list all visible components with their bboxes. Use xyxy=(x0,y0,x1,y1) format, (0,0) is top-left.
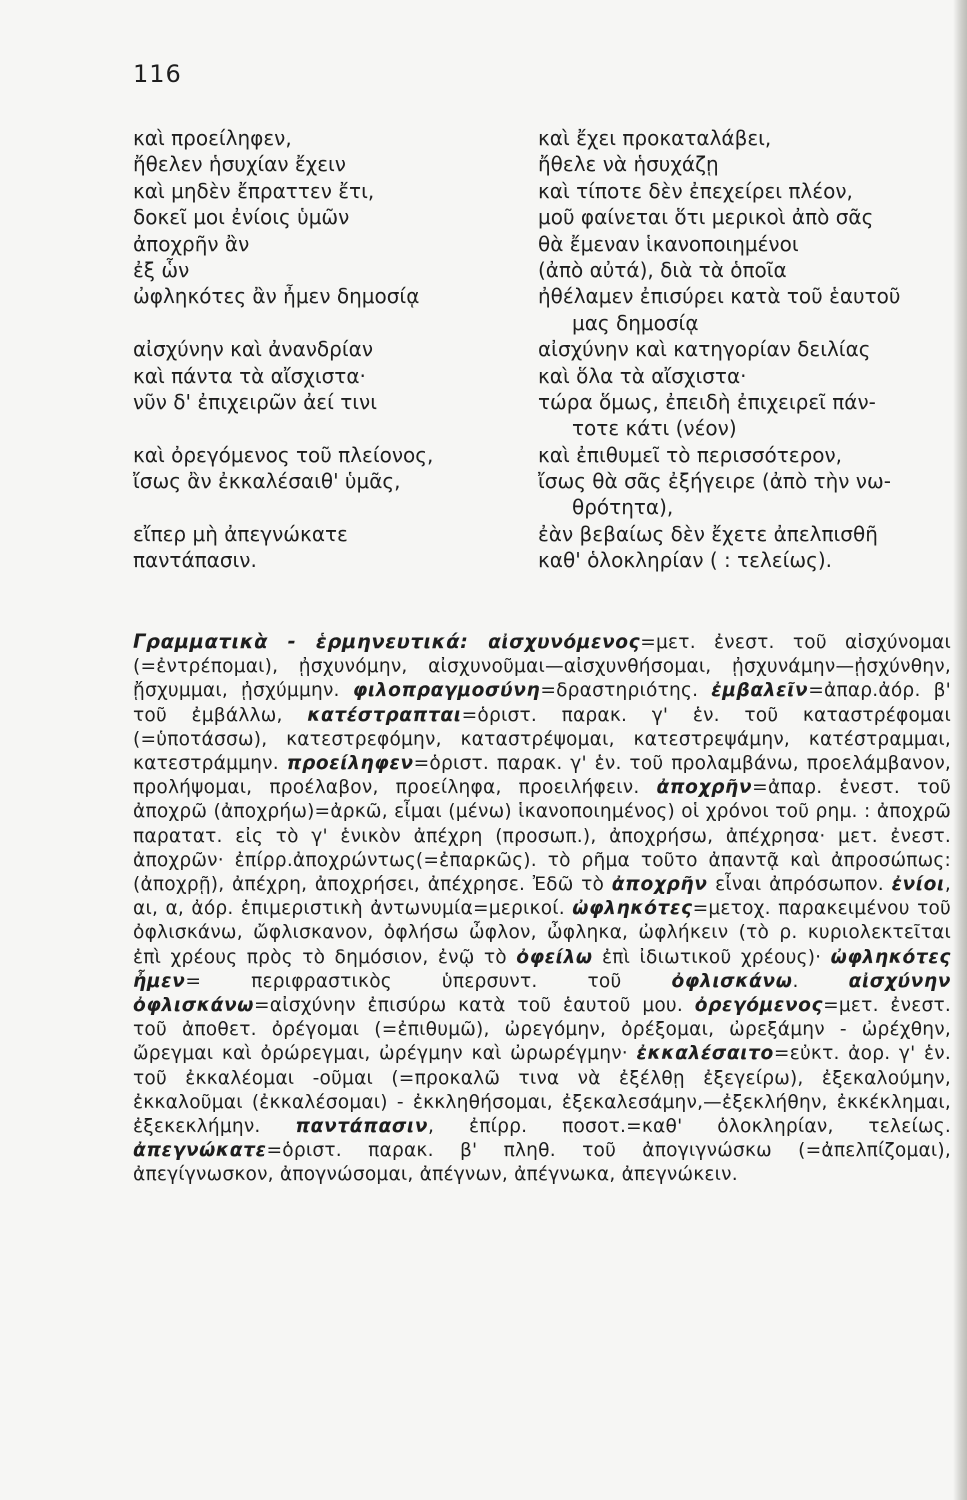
translation-line: αἰσχύνην καὶ κατηγορίαν δειλίας xyxy=(538,337,871,362)
ancient-text-line: δοκεῖ μοι ἐνίοις ὑμῶν xyxy=(133,205,350,230)
ancient-text-line: καὶ πάντα τὰ αἴσχιστα· xyxy=(133,363,366,388)
commentary-text: =ὁριστ. παρακ. γ' ἑν. τοῦ προλαμβάνω, προελάμβανον, προλήψομαι, προέλαβον, προείληφα, προειλήφειν. xyxy=(133,753,952,799)
ancient-text-column xyxy=(133,125,513,574)
commentary-text: =ἀπαρ.ἀόρ. β' τοῦ ἐμβάλλω, xyxy=(133,680,951,726)
translation-line: ἠθέλαμεν ἐπισύρει κατὰ τοῦ ἑαυτοῦ xyxy=(538,284,901,309)
translation-line: καθ' ὁλοκληρίαν ( : τελείως). xyxy=(538,548,833,573)
grammatical-commentary xyxy=(133,630,951,1188)
translation-column xyxy=(538,125,950,574)
translation-line: θρότητα), xyxy=(572,495,674,520)
translation-line: καὶ ὅλα τὰ αἴσχιστα· xyxy=(538,363,747,388)
commentary-text: =ἀπαρ. ἐνεστ. τοῦ ἀποχρῶ (ἀποχρήω)=ἀρκῶ, εἶμαι (μένω) ἱκανοποιημένος) οἱ χρόνοι τοῦ ρημ. : ἀποχρῶ παρατατ. εἰς τὸ γ' ἑνικὸν ἀπέχρη (προσωπ.), ἀποχρήσω, ἀπέχρησα· μετ. ἐνεστ. ἀποχρῶν· ἐπίρρ.ἀποχρώντως(=ἐπαρκῶς). τὸ ρῆμα τοῦτο ἀπαντᾷ καὶ ἀπροσώπως: (ἀποχρῇ), ἀπέχρη, ἀποχρήσει, ἀπέχρησε. Ἐδῶ τὸ xyxy=(133,777,951,896)
commentary-text: =ὁριστ. παρακ. β' πληθ. τοῦ ἀπογιγνώσκω (=ἀπελπίζομαι), ἀπεγίγνωσκον, ἀπογνώσομαι, ἀπέγνων, ἀπέγνωκα, ἀπεγνώκειν. xyxy=(133,1140,951,1186)
commentary-term: ὠφληκότες xyxy=(572,898,693,920)
commentary-term: ἐμβαλεῖν xyxy=(711,680,809,702)
ancient-text-line: ἴσως ἂν ἐκκαλέσαιθ' ὑμᾶς, xyxy=(133,469,401,494)
commentary-text: =μετ. ἐνεστ. τοῦ αἰσχύνομαι (=ἐντρέπομαι), ᾐσχυνόμην, αἰσχυνοῦμαι—αἰσχυνθήσομαι, ᾐσχυνάμην—ᾐσχύνθην, ᾔσχυμμαι, ᾐσχύμμην. xyxy=(133,632,952,702)
commentary-term: αἰσχύνην ὀφλισκάνω xyxy=(133,970,951,1017)
ancient-text-line: παντάπασιν. xyxy=(133,548,257,573)
translation-line: καὶ ἔχει προκαταλάβει, xyxy=(538,126,772,150)
ancient-text-line xyxy=(133,494,513,520)
ancient-text-line: καὶ ὀρεγόμενος τοῦ πλείονος, xyxy=(133,442,434,467)
commentary-term: παντάπασιν xyxy=(295,1116,429,1138)
commentary-text: =εὐκτ. ἀορ. γ' ἑν. τοῦ ἐκκαλέομαι -οῦμαι (=προκαλῶ τινα νὰ ἐξέλθῃ ἐξεγείρω), ἐξεκαλούμην, ἐκκαλοῦμαι (ἐκκαλέσομαι) - ἐκκληθήσομαι, ἐξεκαλεσάμην,—ἐξεκλήθην, ἐκκέκλημαι, ἐξεκεκλήμην. xyxy=(133,1043,952,1138)
translation-line: μας δημοσίᾳ xyxy=(572,310,699,335)
ancient-text-line: ὠφληκότες ἂν ἦμεν δημοσίᾳ xyxy=(133,284,420,309)
commentary-term: ἀπεγνώκατε xyxy=(133,1140,267,1162)
commentary-term: προείληφεν xyxy=(286,753,414,775)
ancient-text-line: ἐξ ὧν xyxy=(133,257,190,282)
commentary-text: , ἐπίρρ. ποσοτ.=καθ' ὁλοκληρίαν, τελείως. xyxy=(428,1116,951,1138)
commentary-text: =μετ. ἐνεστ. τοῦ ἀποθετ. ὀρέγομαι (=ἐπιθυμῶ), ὠρεγόμην, ὀρέξομαι, ὠρεξάμην - ὠρέχθην, ὤρεγμαι καὶ ὀρώρεγμαι, ὠρέγμην καὶ ὠρωρέγμην· xyxy=(133,995,951,1065)
ancient-text-line: ἀποχρῆν ἂν xyxy=(133,231,250,256)
ancient-text-line: ἤθελεν ἡσυχίαν ἔχειν xyxy=(133,152,346,177)
commentary-term: ὀρεγόμενος xyxy=(694,995,824,1017)
translation-line: μοῦ φαίνεται ὅτι μερικοὶ ἀπὸ σᾶς xyxy=(538,205,874,230)
commentary-text: , αι, α, ἀόρ. ἐπιμεριστικὴ ἀντωνυμία=μερικοί. xyxy=(133,874,951,920)
translation-line: ἴσως θὰ σᾶς ἐξήγειρε (ἀπὸ τὴν νω- xyxy=(538,469,891,494)
ancient-text-line: νῦν δ' ἐπιχειρῶν ἀεί τινι xyxy=(133,389,377,414)
commentary-term: ἐνίοι xyxy=(891,874,945,896)
commentary-text: εἶναι ἀπρόσωπον. xyxy=(707,874,892,896)
commentary-term: ἀποχρῆν xyxy=(611,874,708,896)
commentary-text: . xyxy=(792,970,849,992)
ancient-text-line: εἴπερ μὴ ἀπεγνώκατε xyxy=(133,521,348,546)
commentary-text: =αἰσχύνην ἐπισύρω κατὰ τοῦ ἑαυτοῦ μου. xyxy=(254,995,695,1017)
commentary-term: αἰσχυνόμενος xyxy=(488,632,641,653)
commentary-term: ὀφείλω xyxy=(516,946,593,968)
translation-line: τώρα ὅμως, ἐπειδὴ ἐπιχειρεῖ πάν- xyxy=(538,389,876,414)
page-edge-shadow xyxy=(953,0,967,1500)
ancient-text-line xyxy=(133,415,513,441)
commentary-text: ἐπὶ ἰδιωτικοῦ χρέους)· xyxy=(592,946,831,968)
commentary-heading: Γραμματικὰ - ἑρμηνευτικά: xyxy=(133,630,489,653)
translation-line: (ἀπὸ αὐτά), διὰ τὰ ὁποῖα xyxy=(538,257,787,282)
commentary-term: ἀποχρῆν xyxy=(656,777,753,799)
commentary-term: ὀφλισκάνω xyxy=(671,970,793,992)
ancient-text-line xyxy=(133,310,513,336)
page-number: 116 xyxy=(133,60,182,88)
translation-line: θὰ ἔμεναν ἱκανοποιημένοι xyxy=(538,231,799,256)
translation-line: ἤθελε νὰ ἡσυχάζῃ xyxy=(538,152,719,177)
commentary-text: =δραστηριότης. xyxy=(540,680,712,702)
commentary-term: κατέστραπται xyxy=(307,704,462,726)
ancient-text-line: αἰσχύνην καὶ ἀνανδρίαν xyxy=(133,337,373,362)
commentary-term: ἐκκαλέσαιτο xyxy=(636,1043,774,1065)
translation-line: τοτε κάτι (νέον) xyxy=(572,416,737,441)
commentary-text: = περιφραστικὸς ὑπερσυντ. τοῦ xyxy=(185,970,672,992)
commentary-term: ὠφληκότες ἦμεν xyxy=(133,946,951,992)
commentary-term: φιλοπραγμοσύνη xyxy=(352,680,541,702)
translation-line: καὶ ἐπιθυμεῖ τὸ περισσότερον, xyxy=(538,442,843,467)
commentary-text: =ὁριστ. παρακ. γ' ἑν. τοῦ καταστρέφομαι (=ὑποτάσσω), κατεστρεφόμην, καταστρέψομαι, κατεστρεψάμην, κατέστραμμαι, κατεστράμμην. xyxy=(133,704,951,775)
translation-line: καὶ τίποτε δὲν ἐπεχείρει πλέον, xyxy=(538,178,853,203)
ancient-text-line: καὶ προείληφεν, xyxy=(133,126,292,150)
commentary-text: =μετοχ. παρακειμένου τοῦ ὀφλισκάνω, ὤφλισκανον, ὀφλήσω ὦφλον, ὦφληκα, ὠφλήκειν (τὸ ρ. κυριολεκτεῖται ἐπὶ χρέους πρὸς τὸ δημόσιον, ἐνῷ τὸ xyxy=(133,898,952,968)
ancient-text-line: καὶ μηδὲν ἔπραττεν ἔτι, xyxy=(133,178,375,203)
translation-line: ἐὰν βεβαίως δὲν ἔχετε ἀπελπισθῆ xyxy=(538,521,878,546)
